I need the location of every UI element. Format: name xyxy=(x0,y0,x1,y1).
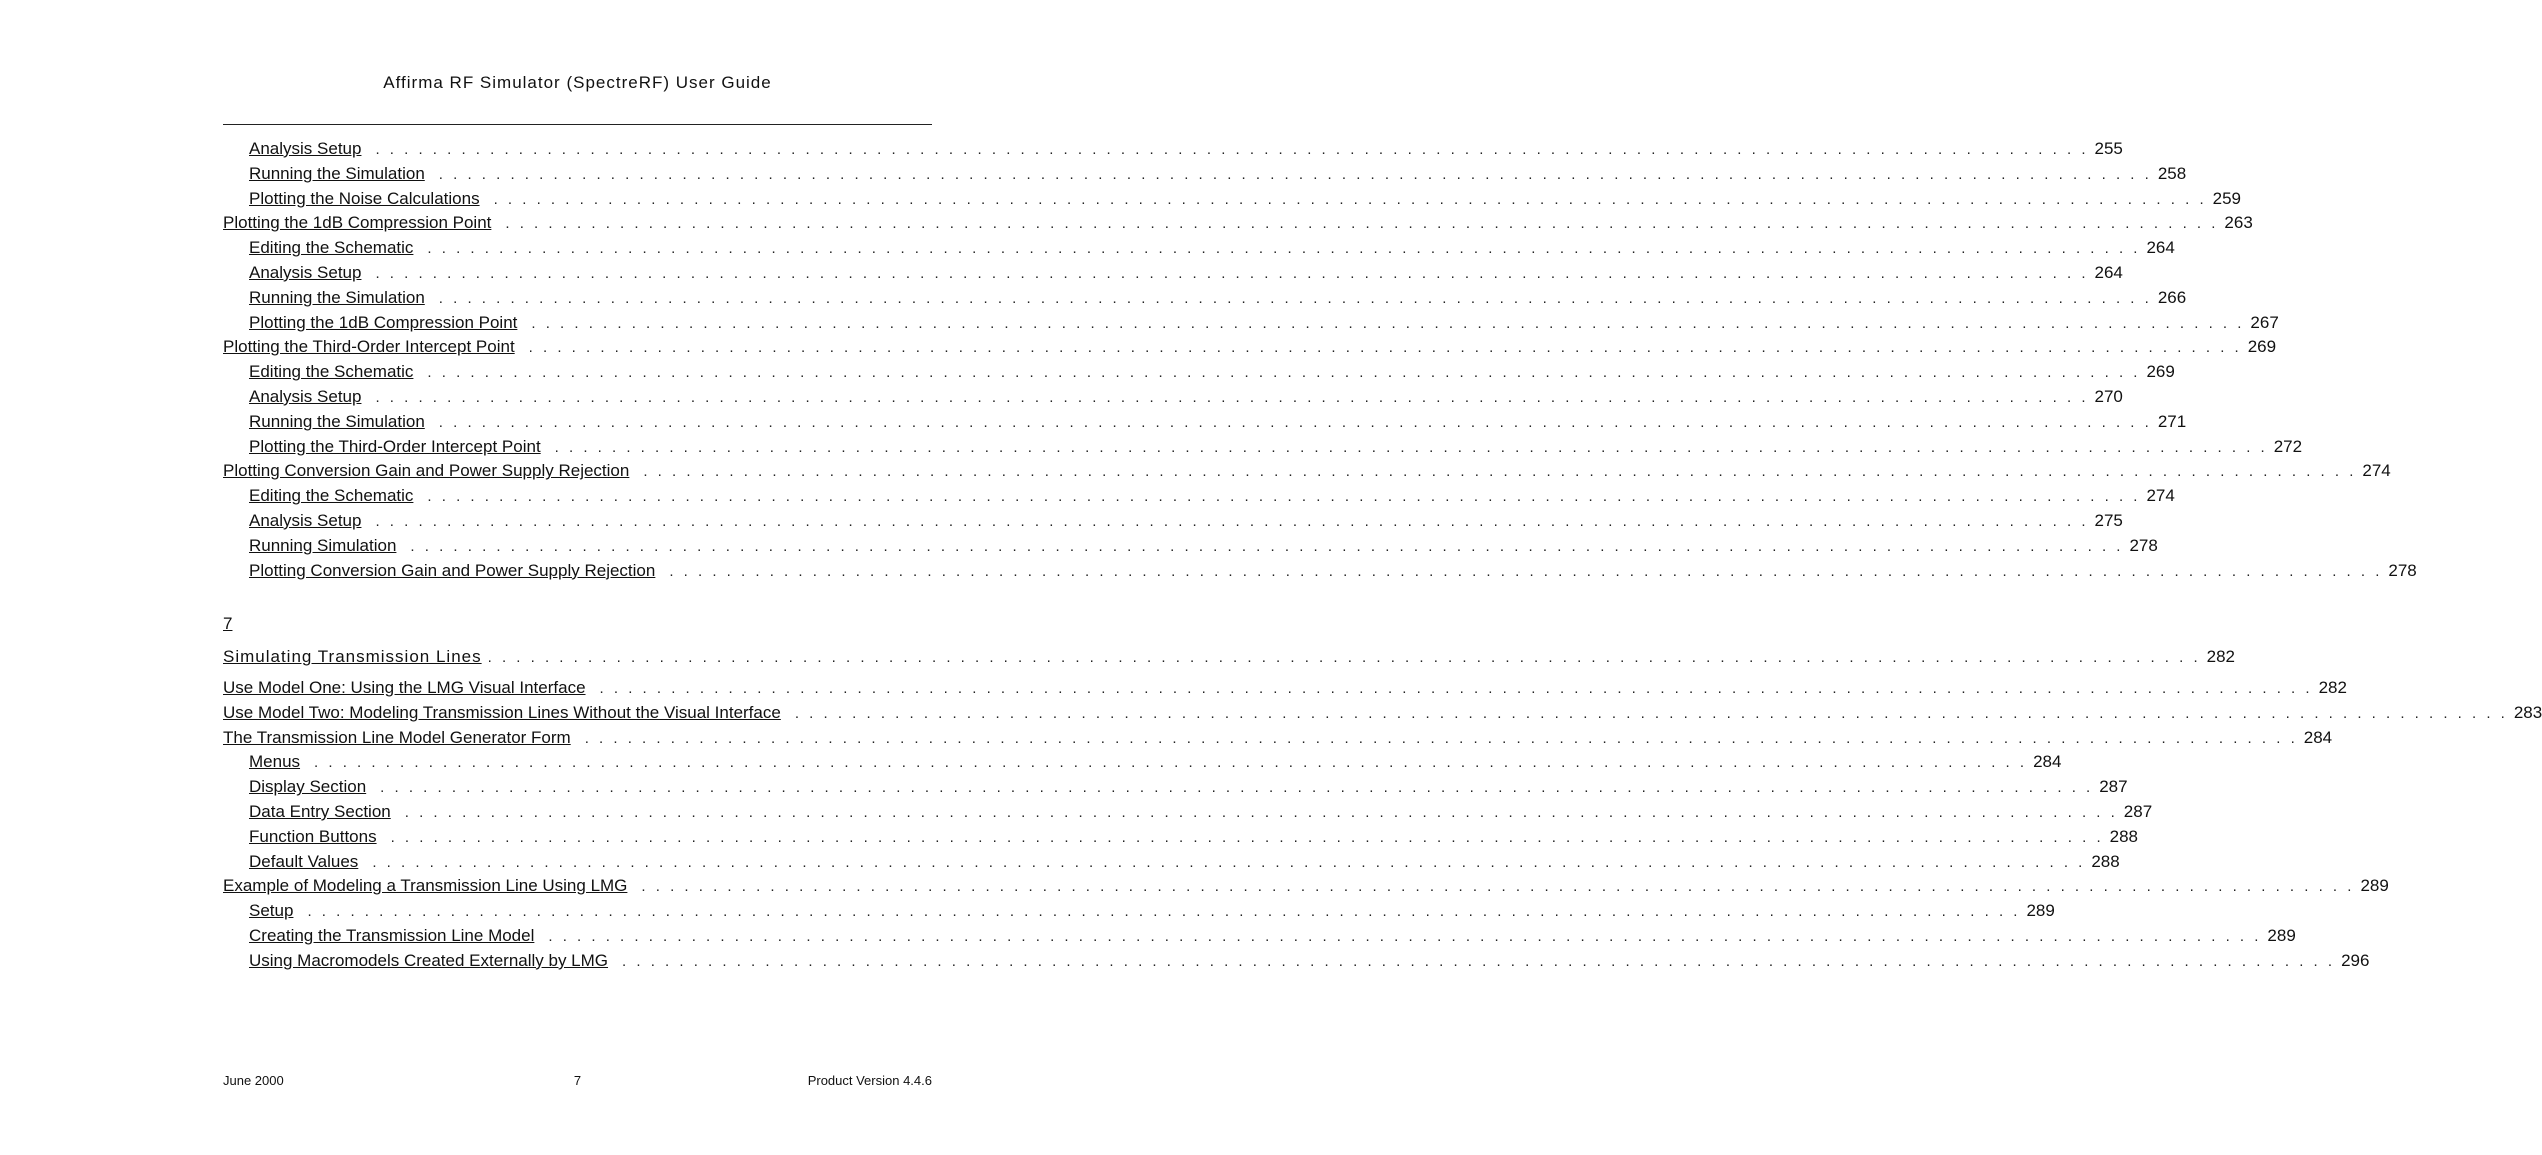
toc-entry-link[interactable]: Analysis Setup xyxy=(249,386,362,406)
dot-leader: . . . . . . . . . . . . . . . . . . . . . . . . . . . . . . . . . . . . . . . . . . . . . . . . . . . . . . . . . . . . . . . . . . . . . . . . . . . . . . . . . . . . . . . . . . . . . . . . . . . . . . . . . . . . . . . . . . . . . . . . xyxy=(438,289,2152,307)
toc-entry[interactable] xyxy=(223,850,2120,875)
dot-leader: . . . . . . . . . . . . . . . . . . . . . . . . . . . . . . . . . . . . . . . . . . . . . . . . . . . . . . . . . . . . . . . . . . . . . . . . . . . . . . . . . . . . . . . . . . . . . . . . . . . . . . . . . . . . . . . . . . . . . . . . xyxy=(375,388,2089,406)
footer-date: June 2000 xyxy=(223,1073,284,1088)
dot-leader: . . . . . . . . . . . . . . . . . . . . . . . . . . . . . . . . . . . . . . . . . . . . . . . . . . . . . . . . . . . . . . . . . . . . . . . . . . . . . . . . . . . . . . . . . . . . . . . . . . . . . . . . . . . . . . . . . . . . . . . . xyxy=(641,878,2355,896)
toc-entry-link[interactable]: Display Section xyxy=(249,777,367,797)
toc-entry-link[interactable]: Running the Simulation xyxy=(249,287,425,307)
toc-entry-link[interactable]: Analysis Setup xyxy=(249,262,362,282)
toc-entry[interactable] xyxy=(223,435,2303,460)
toc-entry-link[interactable]: Creating the Transmission Line Model xyxy=(249,925,535,945)
toc-entry-link[interactable]: Example of Modeling a Transmission Line Using LMG xyxy=(223,876,628,896)
toc-entry[interactable] xyxy=(223,750,2062,775)
toc-entry-link[interactable]: Plotting the 1dB Compression Point xyxy=(249,312,518,332)
toc-entry[interactable] xyxy=(223,261,2123,286)
toc-page-number: 289 xyxy=(2267,925,2296,945)
toc-entry-link[interactable]: The Transmission Line Model Generator Form xyxy=(223,727,571,747)
toc-entry-link[interactable]: Plotting the Third-Order Intercept Point xyxy=(223,337,515,357)
toc-entry-link[interactable]: Plotting the Third-Order Intercept Point xyxy=(249,436,541,456)
toc-section-top xyxy=(223,137,2417,583)
toc-entry[interactable] xyxy=(223,311,2279,336)
dot-leader: . . . . . . . . . . . . . . . . . . . . . . . . . . . . . . . . . . . . . . . . . . . . . . . . . . . . . . . . . . . . . . . . . . . . . . . . . . . . . . . . . . . . . . . . . . . . . . . . . . . . . . . . . . . . . . . . . . . . . . . . xyxy=(622,952,2336,970)
toc-entry[interactable] xyxy=(223,509,2123,534)
dot-leader: . . . . . . . . . . . . . . . . . . . . . . . . . . . . . . . . . . . . . . . . . . . . . . . . . . . . . . . . . . . . . . . . . . . . . . . . . . . . . . . . . . . . . . . . . . . . . . . . . . . . . . . . . . . . . . . . . . . . . . . . xyxy=(372,853,2086,871)
dot-leader: . . . . . . . . . . . . . . . . . . . . . . . . . . . . . . . . . . . . . . . . . . . . . . . . . . . . . . . . . . . . . . . . . . . . . . . . . . . . . . . . . . . . . . . . . . . . . . . . . . . . . . . . . . . . . . . . . . . . . . . . xyxy=(438,413,2152,431)
chapter-title-row[interactable] xyxy=(223,645,2236,670)
dot-leader: . . . . . . . . . . . . . . . . . . . . . . . . . . . . . . . . . . . . . . . . . . . . . . . . . . . . . . . . . . . . . . . . . . . . . . . . . . . . . . . . . . . . . . . . . . . . . . . . . . . . . . . . . . . . . . . . . . . . . . . . xyxy=(375,141,2089,158)
dot-leader: . . . . . . . . . . . . . . . . . . . . . . . . . . . . . . . . . . . . . . . . . . . . . . . . . . . . . . . . . . . . . . . . . . . . . . . . . . . . . . . . . . . . . . . . . . . . . . . . . . . . . . . . . . . . . . . . . . . . . . . . xyxy=(531,314,2245,332)
toc-entry[interactable] xyxy=(223,137,2123,162)
toc-page-number: 287 xyxy=(2123,801,2153,821)
toc-page-number: 274 xyxy=(2146,486,2175,506)
toc-page-number: 269 xyxy=(2146,362,2175,382)
toc-entry[interactable] xyxy=(223,534,2158,559)
toc-entry-link[interactable]: Editing the Schematic xyxy=(249,238,414,258)
toc-entry-link[interactable]: Analysis Setup xyxy=(249,510,362,530)
toc-page-number: 271 xyxy=(2157,411,2187,431)
toc-page-number: 287 xyxy=(2099,777,2128,797)
dot-leader: . . . . . . . . . . . . . . . . . . . . . . . . . . . . . . . . . . . . . . . . . . . . . . . . . . . . . . . . . . . . . . . . . . . . . . . . . . . . . . . . . . . . . . . . . . . . . . . . . . . . . . . . . . . . . . . . . . . . . . . . xyxy=(390,828,2104,846)
toc-page-number: 272 xyxy=(2273,436,2303,456)
toc-page-number: 258 xyxy=(2157,163,2187,183)
toc-page-number: 259 xyxy=(2212,188,2241,208)
toc-entry[interactable] xyxy=(223,385,2123,410)
dot-leader: . . . . . . . . . . . . . . . . . . . . . . . . . . . . . . . . . . . . . . . . . . . . . . . . . . . . . . . . . . . . . . . . . . . . . . . . . . . . . . . . . . . . . . . . . . . . . . . . . . . . . . . . . . . . . . . . . . . . . . . . xyxy=(548,927,2262,945)
toc-entry[interactable] xyxy=(223,211,2253,236)
dot-leader: . . . . . . . . . . . . . . . . . . . . . . . . . . . . . . . . . . . . . . . . . . . . . . . . . . . . . . . . . . . . . . . . . . . . . . . . . . . . . . . . . . . . . . . . . . . . . . . . . . . . . . . . . . . . . . . . . . . . . . . . xyxy=(375,264,2089,282)
toc-page-number: 296 xyxy=(2341,950,2370,970)
dot-leader: . . . . . . . . . . . . . . . . . . . . . . . . . . . . . . . . . . . . . . . . . . . . . . . . . . . . . . . . . . . . . . . . . . . . . . . . . . . . . . . . . . . . . . . . . . . . . . . . . . . . . . . . . . . . . . . . . . . . . . . . xyxy=(669,562,2383,580)
toc-page-number: 284 xyxy=(2303,727,2333,747)
toc-entry[interactable] xyxy=(223,162,2187,187)
toc-page-number: 267 xyxy=(2250,312,2279,332)
toc-entry[interactable] xyxy=(223,335,2277,360)
toc-entry-link[interactable]: Using Macromodels Created Externally by LMG xyxy=(249,950,609,970)
toc-page-number: 278 xyxy=(2388,560,2417,580)
dot-leader: . . . . . . . . . . . . . . . . . . . . . . . . . . . . . . . . . . . . . . . . . . . . . . . . . . . . . . . . . . . . . . . . . . . . . . . . . . . . . . . . . . . . . . . . . . . . . . . . . . . . . . . . . . . . . . . . . . . . . . . . xyxy=(493,190,2207,208)
toc-entry[interactable] xyxy=(223,360,2175,385)
dot-leader: . . . . . . . . . . . . . . . . . . . . . . . . . . . . . . . . . . . . . . . . . . . . . . . . . . . . . . . . . . . . . . . . . . . . . . . . . . . . . . . . . . . . . . . . . . . . . . . . . . . . . . . . . . . . . . . . . . . . . . . . xyxy=(314,754,2028,772)
toc-entry[interactable] xyxy=(223,459,2391,484)
toc-entry-link[interactable]: Editing the Schematic xyxy=(249,486,414,506)
toc-entry[interactable] xyxy=(223,410,2187,435)
toc-page-number: 255 xyxy=(2094,139,2123,158)
dot-leader: . . . . . . . . . . . . . . . . . . . . . . . . . . . . . . . . . . . . . . . . . . . . . . . . . . . . . . . . . . . . . . . . . . . . . . . . . . . . . . . . . . . . . . . . . . . . . . . . . . . . . . . . . . . . . . . . . . . . . . . . xyxy=(427,240,2141,258)
toc-entry-link[interactable]: Menus xyxy=(249,752,301,772)
dot-leader: . . . . . . . . . . . . . . . . . . . . . . . . . . . . . . . . . . . . . . . . . . . . . . . . . . . . . . . . . . . . . . . . . . . . . . . . . . . . . . . . . . . . . . . . . . . . . . . . . . . . . . . . . . . . . . . . . . . . . . . . xyxy=(375,512,2089,530)
dot-leader: . . . . . . . . . . . . . . . . . . . . . . . . . . . . . . . . . . . . . . . . . . . . . . . . . . . . . . . . . . . . . . . . . . . . . . . . . . . . . . . . . . . . . . . . . . . . . . . . . . . . . . . . . . . . . . . . . . . . . . . . xyxy=(643,463,2357,481)
dot-leader: . . . . . . . . . . . . . . . . . . . . . . . . . . . . . . . . . . . . . . . . . . . . . . . . . . . . . . . . . . . . . . . . . . . . . . . . . . . . . . . . . . . . . . . . . . . . . . . . . . . . . . . . . . . . . . . . . . . . . . . . xyxy=(554,438,2268,456)
dot-leader: . . . . . . . . . . . . . . . . . . . . . . . . . . . . . . . . . . . . . . . . . . . . . . . . . . . . . . . . . . . . . . . . . . . . . . . . . . . . . . . . . . . . . . . . . . . . . . . . . . . . . . . . . . . . . . . . . . . . . . . . xyxy=(380,779,2094,797)
toc-page-number: 278 xyxy=(2129,535,2158,555)
toc-entry[interactable] xyxy=(223,559,2417,584)
chapter-title-link[interactable]: Simulating Transmission Lines xyxy=(223,647,482,666)
toc-entry-link[interactable]: Analysis Setup xyxy=(249,139,362,158)
toc-page-number: 283 xyxy=(2513,702,2542,722)
toc-entry-link[interactable]: Use Model One: Using the LMG Visual Interface xyxy=(223,678,586,697)
toc-entry-link[interactable]: Plotting Conversion Gain and Power Supply Rejection xyxy=(223,461,630,481)
toc-page-number: 264 xyxy=(2146,238,2175,258)
toc-section-bottom xyxy=(223,676,2542,974)
toc-entry[interactable] xyxy=(223,676,2347,701)
toc-entry-link[interactable]: Data Entry Section xyxy=(249,801,391,821)
toc-entry[interactable] xyxy=(223,286,2187,311)
toc-page-number: 264 xyxy=(2094,262,2123,282)
toc-page-number: 274 xyxy=(2362,461,2391,481)
dot-leader: . . . . . . . . . . . . . . . . . . . . . . . . . . . . . . . . . . . . . . . . . . . . . . . . . . . . . . . . . . . . . . . . . . . . . . . . . . . . . . . . . . . . . . . . . . . . . . . . . . . . . . . . . . . . . . . . . . . . . . . . xyxy=(307,903,2021,921)
dot-leader: . . . . . . . . . . . . . . . . . . . . . . . . . . . . . . . . . . . . . . . . . . . . . . . . . . . . . . . . . . . . . . . . . . . . . . . . . . . . . . . . . . . . . . . . . . . . . . . . . . . . . . . . . . . . . . . . . . . . . . . . xyxy=(505,215,2219,233)
toc-entry-link[interactable]: Plotting the Noise Calculations xyxy=(249,188,480,208)
toc-page-number: 263 xyxy=(2224,213,2253,233)
toc-entry[interactable] xyxy=(223,800,2153,825)
toc-entry-link[interactable]: Default Values xyxy=(249,851,359,871)
footer-page-number: 7 xyxy=(573,1073,582,1088)
toc-entry[interactable] xyxy=(223,187,2241,212)
dot-leader: . . . . . . . . . . . . . . . . . . . . . . . . . . . . . . . . . . . . . . . . . . . . . . . . . . . . . . . . . . . . . . . . . . . . . . . . . . . . . . . . . . . . . . . . . . . . . . . . . . . . . . . . . . . . . . . . . . . . . . . . xyxy=(438,165,2152,183)
dot-leader: . . . . . . . . . . . . . . . . . . . . . . . . . . . . . . . . . . . . . . . . . . . . . . . . . . . . . . . . . . . . . . . . . . . . . . . . . . . . . . . . . . . . . . . . . . . . . . . . . . . . . . . . . . . . . . . . . . . . . . . . xyxy=(584,729,2298,747)
chapter-number-link[interactable]: 7 xyxy=(223,614,233,633)
toc-page-number: 284 xyxy=(2033,752,2062,772)
header-divider xyxy=(223,124,932,125)
toc-entry[interactable] xyxy=(223,949,2370,974)
toc-entry-link[interactable]: Setup xyxy=(249,901,294,921)
dot-leader: . . . . . . . . . . . . . . . . . . . . . . . . . . . . . . . . . . . . . . . . . . . . . . . . . . . . . . . . . . . . . . . . . . . . . . . . . . . . . . . . . . . . . . . . . . . . . . . . . . . . . . . . . . . . . . . . . . . . . . . . xyxy=(410,537,2124,555)
toc-entry-link[interactable]: Plotting the 1dB Compression Point xyxy=(223,213,492,233)
toc-page-number: 289 xyxy=(2026,901,2055,921)
toc-entry-link[interactable]: Running the Simulation xyxy=(249,163,425,183)
toc-entry-link[interactable]: Running the Simulation xyxy=(249,411,425,431)
toc-page-number: 266 xyxy=(2157,287,2187,307)
toc-page-number: 270 xyxy=(2094,386,2123,406)
toc-entry-link[interactable]: Function Buttons xyxy=(249,826,377,846)
dot-leader: . . . . . . . . . . . . . . . . . . . . . . . . . . . . . . . . . . . . . . . . . . . . . . . . . . . . . . . . . . . . . . . . . . . . . . . . . . . . . . . . . . . . . . . . . . . . . . . . . . . . . . . . . . . . . . . . . . . . . . . . xyxy=(528,339,2242,357)
page-header-title: Affirma RF Simulator (SpectreRF) User Guide xyxy=(383,73,772,92)
dot-leader: . . . . . . . . . . . . . . . . . . . . . . . . . . . . . . . . . . . . . . . . . . . . . . . . . . . . . . . . . . . . . . . . . . . . . . . . . . . . . . . . . . . . . . . . . . . . . . . . . . . . . . . . . . . . . . . . . . . . . . . . xyxy=(427,364,2141,382)
footer-product-version: Product Version 4.4.6 xyxy=(807,1073,932,1088)
chapter-page-number: 282 xyxy=(2206,647,2236,666)
toc-entry[interactable] xyxy=(223,825,2138,850)
dot-leader: . . . . . . . . . . . . . . . . . . . . . . . . . . . . . . . . . . . . . . . . . . . . . . . . . . . . . . . . . . . . . . . . . . . . . . . . . . . . . . . . . . . . . . . . . . . . . . . . . . . . . . . . . . . . . . . . . . . . . . . . xyxy=(487,649,2201,666)
toc-entry[interactable] xyxy=(223,236,2175,261)
toc-page-number: 288 xyxy=(2091,851,2120,871)
dot-leader: . . . . . . . . . . . . . . . . . . . . . . . . . . . . . . . . . . . . . . . . . . . . . . . . . . . . . . . . . . . . . . . . . . . . . . . . . . . . . . . . . . . . . . . . . . . . . . . . . . . . . . . . . . . . . . . . . . . . . . . . xyxy=(794,704,2508,722)
dot-leader: . . . . . . . . . . . . . . . . . . . . . . . . . . . . . . . . . . . . . . . . . . . . . . . . . . . . . . . . . . . . . . . . . . . . . . . . . . . . . . . . . . . . . . . . . . . . . . . . . . . . . . . . . . . . . . . . . . . . . . . . xyxy=(427,488,2141,506)
toc-page-number: 288 xyxy=(2109,826,2138,846)
toc-page-number: 269 xyxy=(2247,337,2277,357)
toc-entry[interactable] xyxy=(223,924,2296,949)
toc-entry[interactable] xyxy=(223,899,2055,924)
toc-entry-link[interactable]: Editing the Schematic xyxy=(249,362,414,382)
toc-entry[interactable] xyxy=(223,484,2175,509)
toc-entry-link[interactable]: Running Simulation xyxy=(249,535,397,555)
toc-entry[interactable] xyxy=(223,874,2389,899)
toc-entry-link[interactable]: Use Model Two: Modeling Transmission Lines Without the Visual Interface xyxy=(223,702,781,722)
toc-page-number: 275 xyxy=(2094,510,2123,530)
toc-entry[interactable] xyxy=(223,726,2333,751)
toc-page-number: 282 xyxy=(2318,678,2347,697)
toc-entry-link[interactable]: Plotting Conversion Gain and Power Supply Rejection xyxy=(249,560,656,580)
dot-leader: . . . . . . . . . . . . . . . . . . . . . . . . . . . . . . . . . . . . . . . . . . . . . . . . . . . . . . . . . . . . . . . . . . . . . . . . . . . . . . . . . . . . . . . . . . . . . . . . . . . . . . . . . . . . . . . . . . . . . . . . xyxy=(599,680,2313,697)
chapter-heading xyxy=(223,645,2236,670)
toc-page-number: 289 xyxy=(2360,876,2389,896)
toc-entry[interactable] xyxy=(223,701,2542,726)
dot-leader: . . . . . . . . . . . . . . . . . . . . . . . . . . . . . . . . . . . . . . . . . . . . . . . . . . . . . . . . . . . . . . . . . . . . . . . . . . . . . . . . . . . . . . . . . . . . . . . . . . . . . . . . . . . . . . . . . . . . . . . . xyxy=(404,803,2118,821)
toc-entry[interactable] xyxy=(223,775,2128,800)
